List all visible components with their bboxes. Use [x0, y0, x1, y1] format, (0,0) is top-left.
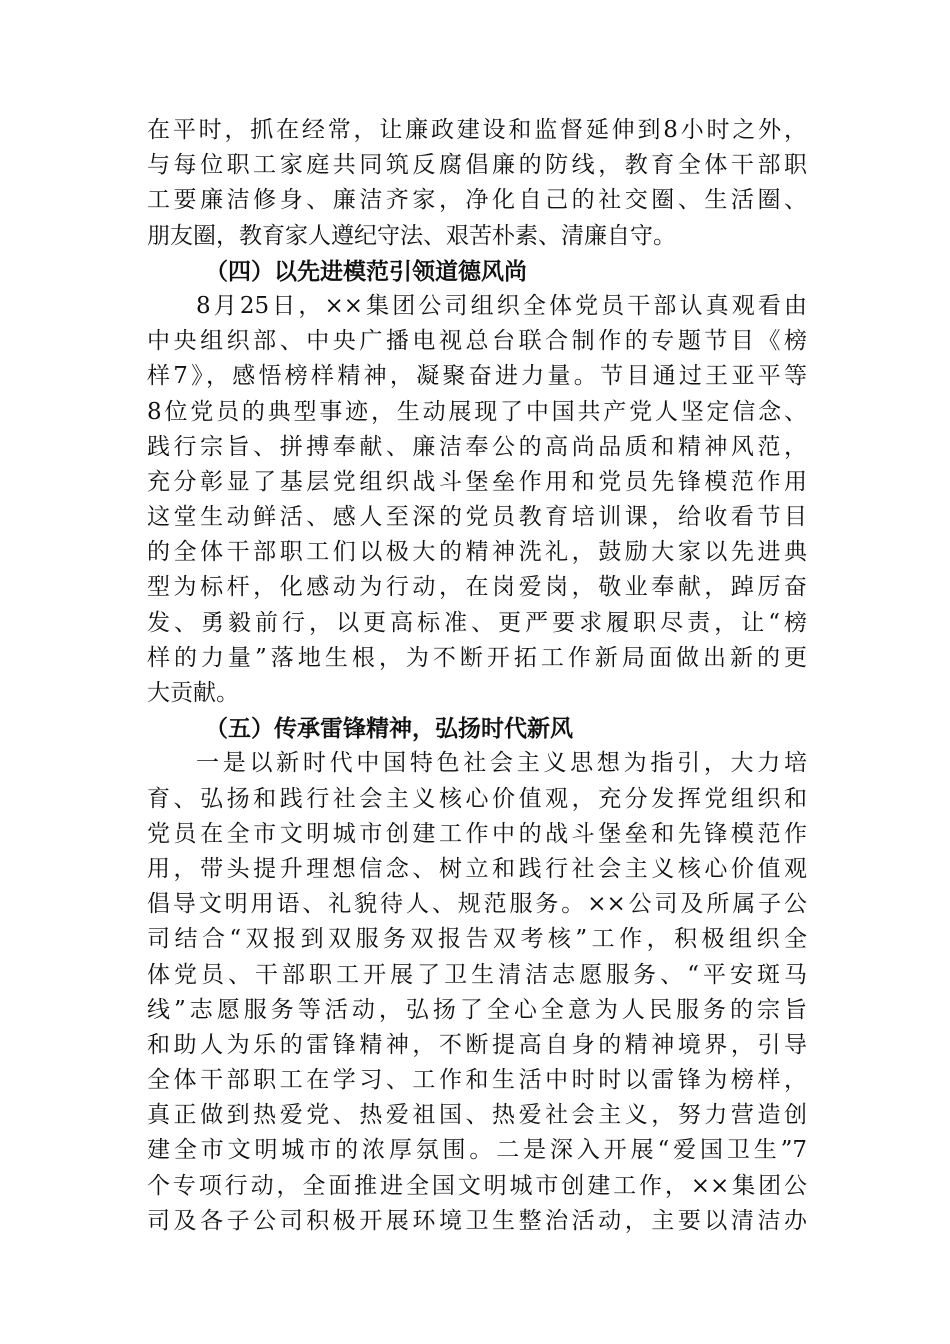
text-line: 用，带头提升理想信念、树立和践行社会主义核心价值观: [147, 855, 807, 882]
text-line: 型为标杆，化感动为行动，在岗爱岗，敬业奉献，踔厉奋: [147, 574, 807, 601]
text-line: 司结合“双报到双服务双报告双考核”工作，积极组织全: [147, 926, 807, 953]
text-line: 样的力量”落地生根，为不断开拓工作新局面做出新的更: [147, 644, 807, 671]
text-line: 个专项行动，全面推进全国文明城市创建工作，××集团公: [147, 1172, 807, 1199]
text-line: 的全体干部职工们以极大的精神洗礼，鼓励大家以先进典: [147, 539, 807, 566]
text-line: 工要廉洁修身、廉洁齐家，净化自己的社交圈、生活圈、: [147, 187, 807, 214]
text-line: 中央组织部、中央广播电视总台联合制作的专题节目《榜: [147, 328, 807, 355]
text-line: 8位党员的典型事迹，生动展现了中国共产党人坚定信念、: [147, 398, 807, 425]
text-line: 线”志愿服务等活动，弘扬了全心全意为人民服务的宗旨: [147, 996, 807, 1023]
text-line: 司及各子公司积极开展环境卫生整治活动，主要以清洁办: [147, 1207, 807, 1234]
text-line: 发、勇毅前行，以更高标准、更严要求履职尽责，让“榜: [147, 609, 807, 636]
text-line: 这堂生动鲜活、感人至深的党员教育培训课，给收看节目: [147, 504, 807, 531]
text-line: 8月25日，××集团公司组织全体党员干部认真观看由: [196, 292, 807, 319]
text-line: 建全市文明城市的浓厚氛围。二是深入开展“爱国卫生”7: [147, 1137, 807, 1164]
text-line: 与每位职工家庭共同筑反腐倡廉的防线，教育全体干部职: [147, 152, 807, 179]
section-heading: （五）传承雷锋精神，弘扬时代新风: [205, 715, 573, 743]
text-line: 真正做到热爱党、热爱祖国、热爱社会主义，努力营造创: [147, 1102, 807, 1129]
text-line: 全体干部职工在学习、工作和生活中时时以雷锋为榜样，: [147, 1067, 807, 1094]
section-heading: （四）以先进模范引领道德风尚: [205, 257, 527, 285]
text-line: 体党员、干部职工开展了卫生清洁志愿服务、“平安斑马: [147, 961, 807, 988]
text-line: 充分彰显了基层党组织战斗堡垒作用和党员先锋模范作用: [147, 468, 807, 495]
text-line: 在平时，抓在经常，让廉政建设和监督延伸到8小时之外，: [147, 117, 807, 143]
document-body: [147, 113, 807, 1239]
text-line: 大贡献。: [147, 680, 239, 706]
text-line: 和助人为乐的雷锋精神，不断提高自身的精神境界，引导: [147, 1031, 807, 1058]
text-line: 党员在全市文明城市创建工作中的战斗堡垒和先锋模范作: [147, 820, 807, 847]
text-line: 育、弘扬和践行社会主义核心价值观，充分发挥党组织和: [147, 785, 807, 812]
text-line: 一是以新时代中国特色社会主义思想为指引，大力培: [196, 750, 807, 777]
text-line: 样7》，感悟榜样精神，凝聚奋进力量。节目通过王亚平等: [147, 363, 807, 390]
text-line: 践行宗旨、拼搏奉献、廉洁奉公的高尚品质和精神风范，: [147, 433, 807, 460]
text-line: 倡导文明用语、礼貌待人、规范服务。××公司及所属子公: [147, 891, 807, 918]
text-line: 朋友圈，教育家人遵纪守法、艰苦朴素、清廉自守。: [147, 222, 676, 249]
